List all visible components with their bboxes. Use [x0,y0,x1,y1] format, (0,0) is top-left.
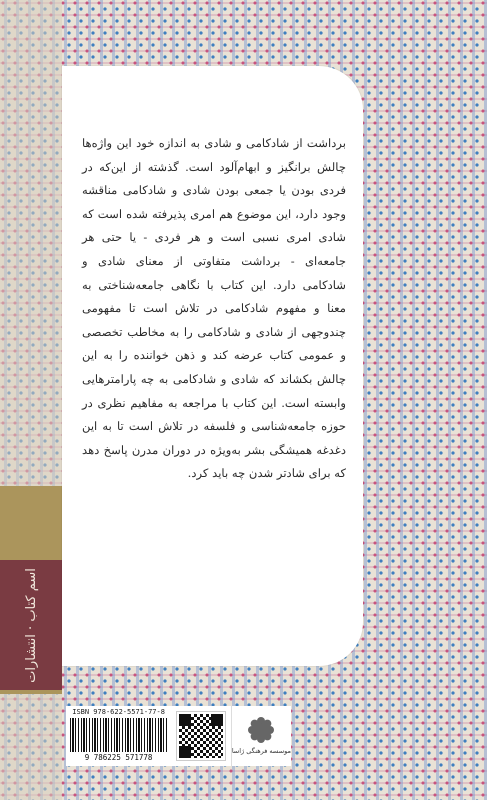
description-panel [62,66,363,666]
spine-title [8,566,54,684]
publisher-block [231,706,291,766]
barcode-image [70,718,167,752]
isbn-block [66,706,171,766]
book-description: برداشت از شادکامی و شادی به اندازه خود این واژه‌ها چالش برانگیز و ابهام‌آلود است. گذشته از این‌که در فردی بودن یا جمعی بودن شادی و شادکامی مناقشه وجود دارد، این موضوع هم امری پذیرفته شده است که شادی امری نسبی است و هر فردی - یا حتی هر جامعه‌ای - برداشت متفاوتی از معنای شادی و شادکامی دارد. این کتاب با نگاهی جامعه‌شناختی به معنا و مفهوم شادکامی در تلاش است تا مفهومی چندوجهی از شادی و شادکامی را به مخاطب تخصصی و عمومی کتاب عرضه کند و ذهن خواننده را به این چالش بکشاند که شادی و شادکامی به چه پارامترهایی وابسته است. این کتاب با مراجعه به مفاهیم نظری در حوزه جامعه‌شناسی و فلسفه در تلاش است تا به این دغدغه همیشگی بشر به‌ویژه در دوران مدرن پاسخ دهد که برای شادتر شدن چه باید کرد. [82,136,346,481]
cover-footer [66,706,291,766]
publisher-name: موسسه فرهنگی ژاسا [231,747,291,755]
publisher-logo-icon [248,717,274,743]
barcode-number: 9 786225 571778 [84,753,153,762]
spine-title-text: اسم کتاب · انتشارات [23,567,39,683]
isbn-text: ISBN 978-622-5571-77-8 [72,708,165,716]
qr-code [177,712,225,760]
